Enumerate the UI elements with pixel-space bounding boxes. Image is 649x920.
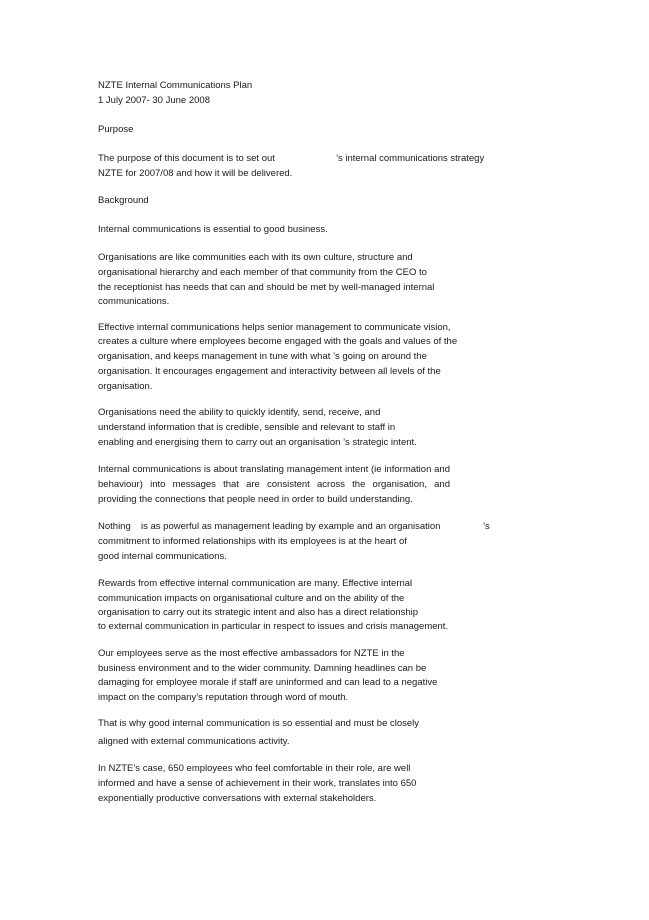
purpose-heading: Purpose [98, 124, 134, 135]
background-heading: Background [98, 195, 149, 206]
paragraph-line: communications. [98, 296, 170, 307]
paragraph-line: organisation to carry out its strategic intent and also has a direct relationship [98, 607, 419, 618]
paragraph-line: behaviour) into messages that are consistent across the organisation, and [98, 479, 450, 490]
paragraph-line: informed and have a sense of achievement in their work, translates into 650 [98, 778, 417, 789]
paragraph-line: Internal communications is about translating management intent (ie information and [98, 464, 450, 475]
paragraph-line: Organisations are like communities each with its own culture, structure and [98, 252, 413, 263]
paragraph-line: organisation. It encourages engagement and interactivity between all levels of the [98, 366, 441, 377]
purpose-line-end: ’s internal communications strategy [336, 153, 485, 164]
paragraph-line: the receptionist has needs that can and should be met by well-managed internal [98, 282, 435, 293]
paragraph-line: Our employees serve as the most effective ambassadors for NZTE in the [98, 648, 405, 659]
paragraph-line: In NZTE’s case, 650 employees who feel comfortable in their role, are well [98, 763, 411, 774]
paragraph-line: enabling and energising them to carry out an organisation ’s strategic intent. [98, 437, 417, 448]
paragraph-line: Effective internal communications helps senior management to communicate vision, [98, 322, 451, 333]
document-title: NZTE Internal Communications Plan [98, 80, 253, 91]
paragraph-line: exponentially productive conversations with external stakeholders. [98, 793, 377, 804]
paragraph-line: commitment to informed relationships with its employees is at the heart of [98, 536, 407, 547]
paragraph-line: understand information that is credible, sensible and relevant to staff in [98, 422, 396, 433]
paragraph-line: is as powerful as management leading by example and an organisation [141, 521, 441, 532]
purpose-line-start: The purpose of this document is to set out [98, 153, 275, 164]
paragraph-line: impact on the company’s reputation through word of mouth. [98, 692, 349, 703]
paragraph-line: communication impacts on organisational culture and on the ability of the [98, 593, 405, 604]
paragraph-line: Rewards from effective internal communication are many. Effective internal [98, 578, 413, 589]
paragraph-line: That is why good internal communication is so essential and must be closely [98, 718, 420, 729]
paragraph-line: organisation, and keeps management in tune with what ’s going on around the [98, 351, 427, 362]
paragraph-line: damaging for employee morale if staff are uninformed and can lead to a negative [98, 677, 438, 688]
purpose-line-2: NZTE for 2007/08 and how it will be delivered. [98, 168, 293, 179]
paragraph-line: Nothing [98, 521, 131, 532]
paragraph-line: providing the connections that people need in order to build understanding. [98, 494, 413, 505]
paragraph-line: ’s [483, 521, 490, 532]
document-period: 1 July 2007- 30 June 2008 [98, 95, 210, 106]
paragraph-line: good internal communications. [98, 551, 227, 562]
paragraph-line: organisation. [98, 381, 153, 392]
paragraph-line: Internal communications is essential to good business. [98, 224, 328, 235]
paragraph-line: aligned with external communications activity. [98, 736, 290, 747]
paragraph-line: organisational hierarchy and each member of that community from the CEO to [98, 267, 427, 278]
paragraph-line: to external communication in particular in respect to issues and crisis management. [98, 621, 449, 632]
paragraph-line: business environment and to the wider community. Damning headlines can be [98, 663, 427, 674]
paragraph-line: creates a culture where employees become engaged with the goals and values of the [98, 336, 458, 347]
paragraph-line: Organisations need the ability to quickly identify, send, receive, and [98, 407, 381, 418]
